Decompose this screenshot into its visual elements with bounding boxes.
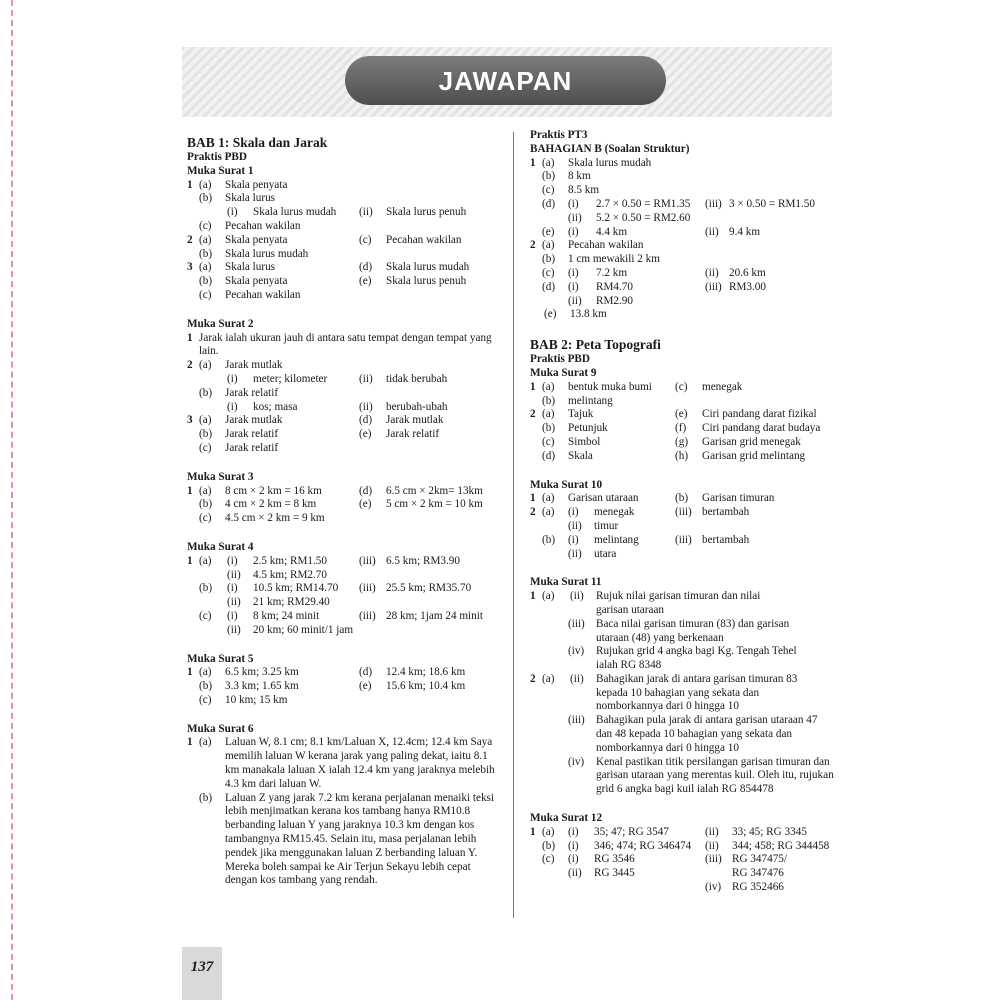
- page-ref-heading: Muka Surat 10: [530, 478, 603, 491]
- answer-row: (e) 13.8 km: [544, 308, 607, 321]
- answer-row: 1 (a) Skala lurus mudah: [530, 156, 652, 169]
- answer-row: (b) (i) 346; 474; RG 346474 (ii) 344; 458; RG 344458: [542, 839, 830, 852]
- answer-row: (c) (i) RG 3546 (iii) RG 347475/: [542, 853, 788, 866]
- answer-row: (d) (i) RM4.70 (iii) RM3.00: [542, 280, 766, 293]
- answer-row: (d) (i) 2.7 × 0.50 = RM1.35 (iii) 3 × 0.50 = RM1.50: [542, 197, 815, 210]
- page-ref-heading: Muka Surat 11: [530, 576, 602, 589]
- answer-row: (b) 4 cm × 2 km = 8 km (e) 5 cm × 2 km = 10 km: [199, 498, 483, 511]
- section-heading: Praktis PBD: [187, 151, 247, 163]
- answer-row: (c) 8.5 km: [542, 184, 600, 197]
- answer-row: (ii) 4.5 km; RM2.70: [227, 568, 327, 581]
- answer-row: (c) (i) 8 km; 24 minit (iii) 28 km; 1jam 24 minit: [199, 609, 483, 622]
- answer-row: (ii) 20 km; 60 minit/1 jam: [227, 623, 354, 636]
- page-number: 137: [190, 959, 214, 975]
- page-ref-heading: Muka Surat 2: [187, 317, 254, 330]
- answer-row: 2 (a) Pecahan wakilan: [530, 239, 644, 252]
- answer-row: 3 (a) Jarak mutlak (d) Jarak mutlak: [187, 414, 444, 427]
- left-column: [187, 135, 497, 888]
- answer-row: (b) Skala lurus: [199, 192, 276, 205]
- section-heading: Praktis PBD: [530, 353, 590, 366]
- page-margin-line: [11, 0, 13, 1000]
- answer-row: (b) 8 km: [542, 170, 591, 183]
- answer-paragraph: (iv) Kenal pastikan titik persilangan garisan timuran dan garisan utaraan yang merentas kuil. Oleh itu, rujukan grid 6 angka bagi kuil ialah RG 854478: [568, 755, 834, 796]
- answer-row: 1 (a) 8 cm × 2 km = 16 km (d) 6.5 cm × 2km= 13km: [187, 484, 483, 497]
- answer-paragraph: (iv) Rujukan grid 4 angka bagi Kg. Tengah Tehel ialah RG 8348: [568, 645, 797, 672]
- answer-row: (c) (i) 7.2 km (ii) 20.6 km: [542, 266, 766, 279]
- answer-row: (ii) 5.2 × 0.50 = RM2.60: [568, 211, 691, 224]
- answer-row: (ii) 21 km; RM29.40: [227, 596, 330, 609]
- answer-row: (c) 10 km; 15 km: [199, 693, 288, 706]
- answer-row: (b) (i) 10.5 km; RM14.70 (iii) 25.5 km; RM35.70: [199, 582, 472, 595]
- answer-row: 1 (a) (i) 2.5 km; RM1.50 (iii) 6.5 km; RM3.90: [187, 554, 460, 567]
- right-column: [530, 129, 835, 895]
- section-subheading: BAHAGIAN B (Soalan Struktur): [530, 142, 690, 155]
- chapter-heading: BAB 2: Peta Topografi: [530, 337, 661, 353]
- column-divider: [513, 132, 514, 918]
- answer-row: (d) Skala (h) Garisan grid melintang: [542, 449, 806, 462]
- answer-row: 1 (a) (i) 35; 47; RG 3547 (ii) 33; 45; RG 3345: [530, 825, 807, 838]
- answer-row: (i) meter; kilometer (ii) tidak berubah: [227, 372, 448, 385]
- page-ref-heading: Muka Surat 9: [530, 366, 597, 379]
- answer-row: (iv) RG 352466: [705, 881, 784, 894]
- chapter-heading: BAB 1: Skala dan Jarak: [187, 135, 328, 150]
- answer-row: (b) Jarak relatif (e) Jarak relatif: [199, 428, 440, 441]
- answer-row: (ii) RG 3445 RG 347476: [568, 867, 784, 880]
- answer-row: (c) 4.5 cm × 2 km = 9 km: [199, 512, 325, 525]
- answer-row: (i) kos; masa (ii) berubah-ubah: [227, 400, 448, 413]
- answer-paragraph: (b) Laluan Z yang jarak 7.2 km kerana perjalanan menaiki teksi lebih menjimatkan kerana kos tambang hanya RM10.8 berbanding laluan Y yang jaraknya 10.3 km dengan kos tambangnya RM15.45. Selain itu, masa perjalanan lebih pendek jika menggunakan laluan Z berbanding laluan Y. Mereka boleh sampai ke Air Terjun Sekayu lebih cepat dengan kos tambang yang rendah.: [199, 791, 495, 887]
- answer-row: (b) 1 cm mewakili 2 km: [542, 253, 660, 266]
- answer-row: (b) melintang: [542, 394, 613, 407]
- answer-row: 2 (a) Skala penyata (c) Pecahan wakilan: [187, 233, 462, 246]
- answer-row: (b) Skala lurus mudah: [199, 247, 309, 260]
- answer-row: (b) Skala penyata (e) Skala lurus penuh: [199, 275, 467, 288]
- answer-row: 1 (a) Skala penyata: [187, 178, 288, 191]
- answer-paragraph: (iii) Baca nilai garisan timuran (83) dan garisan utaraan (48) yang berkenaan: [568, 617, 790, 644]
- answer-row: (ii) utara: [568, 547, 617, 560]
- page-title: JAWAPAN: [438, 66, 573, 96]
- answer-paragraph: 1 (a) Laluan W, 8.1 cm; 8.1 km/Laluan X, 12.4cm; 12.4 km Saya memilih laluan W kerana jarak yang paling dekat, iaitu 8.1 km manakala laluan X ialah 12.4 km yang jaraknya melebih 4.3 km dari laluan W.: [187, 736, 495, 790]
- answer-row: 1 (a) Garisan utaraan (b) Garisan timuran: [530, 492, 775, 505]
- answer-paragraph: 1 Jarak ialah ukuran jauh di antara satu tempat dengan tempat yang lain.: [187, 331, 492, 358]
- answer-row: (c) Simbol (g) Garisan grid menegak: [542, 435, 801, 448]
- answer-row: 2 (a) (i) menegak (iii) bertambah: [530, 506, 750, 519]
- answer-row: (i) Skala lurus mudah (ii) Skala lurus penuh: [227, 206, 467, 219]
- answer-row: 1 (a) bentuk muka bumi (c) menegak: [530, 380, 743, 393]
- answer-row: (c) Pecahan wakilan: [199, 288, 301, 301]
- answer-row: 3 (a) Skala lurus (d) Skala lurus mudah: [187, 261, 470, 274]
- answer-row: 1 (a) 6.5 km; 3.25 km (d) 12.4 km; 18.6 km: [187, 666, 466, 679]
- answer-paragraph: 2 (a) (ii) Bahagikan jarak di antara garisan timuran 83 kepada 10 bahagian yang sekata dan nomborkannya dari 0 hingga 10: [530, 672, 798, 713]
- answer-row: 2 (a) Jarak mutlak: [187, 359, 283, 372]
- page-ref-heading: Muka Surat 1: [187, 164, 254, 177]
- page-ref-heading: Muka Surat 3: [187, 470, 254, 483]
- page-ref-heading: Muka Surat 4: [187, 540, 254, 553]
- answer-row: (b) Jarak relatif: [199, 386, 279, 399]
- header-banner: [182, 47, 832, 117]
- answer-row: (c) Jarak relatif: [199, 441, 279, 454]
- section-heading: Praktis PT3: [530, 129, 588, 141]
- page-number-box: [182, 947, 222, 1000]
- page-ref-heading: Muka Surat 5: [187, 652, 254, 665]
- answer-row: (b) 3.3 km; 1.65 km (e) 15.6 km; 10.4 km: [199, 680, 466, 693]
- answer-row: (b) Petunjuk (f) Ciri pandang darat budaya: [542, 422, 821, 435]
- answer-row: (b) (i) melintang (iii) bertambah: [542, 533, 750, 546]
- page-ref-heading: Muka Surat 6: [187, 722, 254, 735]
- answer-row: 2 (a) Tajuk (e) Ciri pandang darat fizikal: [530, 408, 817, 421]
- answer-row: (e) (i) 4.4 km (ii) 9.4 km: [542, 225, 761, 238]
- answer-row: (ii) RM2.90: [568, 294, 633, 307]
- answer-row: (c) Pecahan wakilan: [199, 219, 301, 232]
- answer-paragraph: (iii) Bahagikan pula jarak di antara garisan utaraan 47 dan 48 kepada 10 bahagian yang sekata dan nomborkannya dari 0 hingga 10: [568, 714, 818, 754]
- answer-row: (ii) timur: [568, 519, 619, 532]
- page-ref-heading: Muka Surat 12: [530, 812, 603, 825]
- answer-paragraph: 1 (a) (ii) Rujuk nilai garisan timuran dan nilai garisan utaraan: [530, 590, 761, 616]
- title-pill: [345, 56, 666, 105]
